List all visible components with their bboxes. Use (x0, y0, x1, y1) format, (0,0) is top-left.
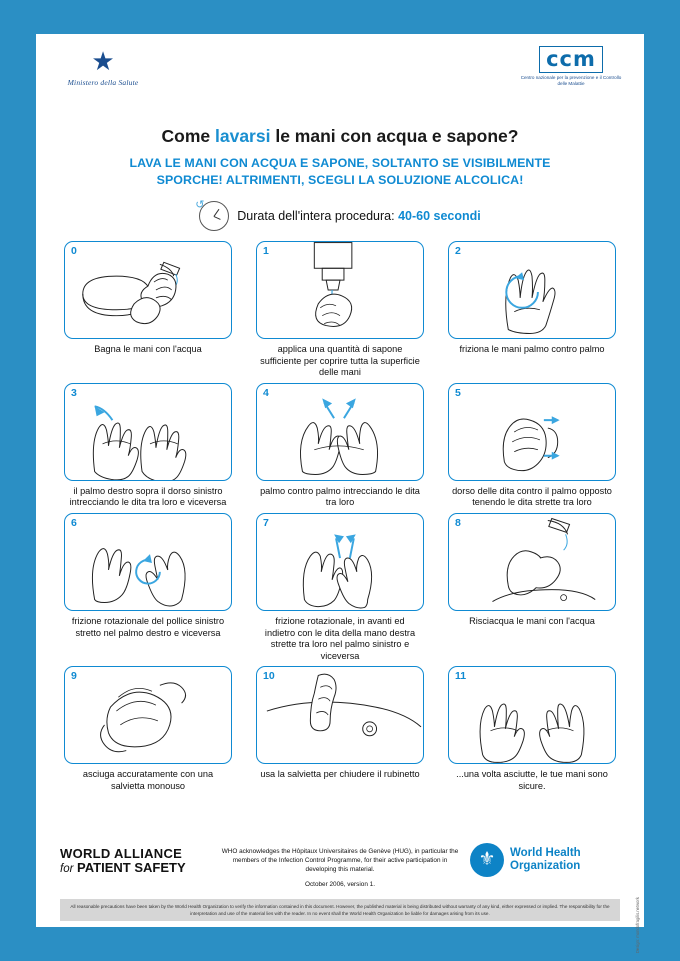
acknowledgement-text: WHO acknowledges the Hôpitaux Universitaires de Genève (HUG), in particular the members of the Infection Control Programme, for their active participation in developing this material. (221, 848, 459, 873)
illustration-apply-soap (257, 242, 423, 338)
who-name (510, 847, 581, 873)
disclaimer-text: All reasonable precautions have been taken by the World Health Organization to verify the information contained in this document. However, the published material is being distributed without warranty of any kind, either expressed or implied. The responsibility for the interpretation and use of the material lies with the reader. In no event shall the World Health Organization be liable for damages arising from its use. (60, 899, 620, 921)
step-caption-6: frizione rotazionale del pollice sinistro stretto nel palmo destro e viceversa (71, 615, 225, 638)
step-cell-5 (448, 383, 616, 509)
step-number-6: 6 (71, 516, 77, 529)
step-cell-3 (64, 383, 232, 509)
patient-safety-label: PATIENT SAFETY (77, 860, 186, 875)
illustration-rotational-rubbing-fingertips (257, 514, 423, 610)
steps-row (64, 513, 616, 662)
subtitle-line-1: LAVA LE MANI CON ACQUA E SAPONE, SOLTANTO SE VISIBILMENTE (129, 156, 551, 170)
who-name-line-1: World Health (510, 847, 581, 859)
poster (36, 34, 644, 954)
steps-row (64, 241, 616, 379)
step-panel-10 (256, 666, 424, 764)
illustration-rotational-rubbing-thumb (65, 514, 231, 610)
steps-row (64, 383, 616, 509)
step-caption-10: usa la salvietta per chiudere il rubinetto (260, 769, 420, 780)
step-panel-4 (256, 383, 424, 481)
step-number-5: 5 (455, 386, 461, 399)
step-caption-2: friziona le mani palmo contro palmo (459, 344, 605, 354)
step-cell-10 (256, 666, 424, 792)
step-panel-3 (64, 383, 232, 481)
step-cell-2 (448, 241, 616, 379)
step-number-2: 2 (455, 245, 461, 257)
world-alliance-for: for (60, 863, 74, 875)
step-caption-4: palmo contro palmo intrecciando le dita tra loro (260, 485, 420, 508)
duration-row (36, 201, 644, 231)
step-cell-11 (448, 666, 616, 792)
step-panel-7 (256, 513, 424, 611)
version-date: October 2006, version 1. (305, 881, 375, 888)
world-alliance-line-2 (60, 861, 210, 876)
step-number-8: 8 (455, 516, 461, 529)
rotation-arrow-icon: ↺ (195, 199, 205, 211)
step-caption-7: frizione rotazionale, in avanti ed indietro con le dita della mano destra strette tra loro nel palmo sinistro e viceversa (264, 615, 416, 661)
steps-row (64, 666, 616, 792)
duration-text (237, 209, 481, 223)
step-panel-5 (448, 383, 616, 481)
step-panel-11 (448, 666, 616, 764)
step-panel-6 (64, 513, 232, 611)
step-caption-11: ...una volta asciutte, le tue mani sono sicure. (456, 769, 608, 791)
title-post: le mani con acqua e sapone? (270, 126, 519, 146)
title-highlight: lavarsi (215, 126, 271, 146)
ccm-subtitle: Centro nazionale per la prevenzione e il Controllo delle Malattie (520, 75, 622, 86)
step-caption-8: Risciacqua le mani con l'acqua (469, 615, 595, 626)
acknowledgement-block (220, 841, 460, 889)
step-caption-0: Bagna le mani con l'acqua (94, 344, 202, 354)
step-number-7: 7 (263, 516, 269, 529)
step-cell-0 (64, 241, 232, 379)
step-cell-6 (64, 513, 232, 662)
step-number-0: 0 (71, 245, 77, 257)
step-caption-3: il palmo destro sopra il dorso sinistro intrecciando le dita tra loro e viceversa (69, 485, 227, 508)
steps-grid (64, 241, 616, 793)
step-panel-8 (448, 513, 616, 611)
who-emblem-icon: ⚜ (470, 843, 504, 877)
illustration-close-tap-with-towel (257, 667, 423, 763)
step-number-4: 4 (263, 386, 269, 399)
step-number-11: 11 (455, 670, 467, 683)
title-pre: Come (161, 126, 215, 146)
who-logo (470, 841, 620, 877)
who-name-line-2: Organization (510, 860, 581, 872)
step-number-9: 9 (71, 670, 77, 683)
ministry-logo (58, 48, 148, 87)
world-alliance-logo (60, 841, 210, 876)
illustration-palm-to-palm-fingers-interlaced (257, 384, 423, 480)
step-panel-1 (256, 241, 424, 339)
step-number-10: 10 (263, 670, 275, 683)
ccm-logo (516, 46, 626, 87)
clock-icon (195, 199, 229, 231)
step-panel-0 (64, 241, 232, 339)
subtitle (36, 155, 644, 189)
illustration-dry-with-towel (65, 667, 231, 763)
step-panel-9 (64, 666, 232, 764)
poster-footer (36, 835, 644, 954)
world-alliance-line-1: WORLD ALLIANCE (60, 846, 183, 861)
duration-label: Durata dell'intera procedura: (237, 209, 399, 223)
step-caption-9: asciuga accuratamente con una salvietta monouso (82, 769, 214, 791)
step-cell-1 (256, 241, 424, 379)
illustration-rinse-hands (449, 514, 615, 610)
step-cell-8 (448, 513, 616, 662)
illustration-wet-hands (65, 242, 231, 338)
step-caption-5: dorso delle dita contro il palmo opposto tenendo le dita strette tra loro (452, 485, 612, 508)
ministry-label: Ministero della Salute (67, 78, 139, 87)
ccm-wordmark: ccm (546, 47, 596, 71)
illustration-palm-to-palm (449, 242, 615, 338)
step-number-1: 1 (263, 245, 269, 257)
poster-header (36, 34, 644, 104)
step-number-3: 3 (71, 386, 77, 399)
illustration-hands-are-safe (449, 667, 615, 763)
subtitle-line-2: SPORCHE! ALTRIMENTI, SCEGLI LA SOLUZIONE ALCOLICA! (156, 173, 524, 187)
step-cell-9 (64, 666, 232, 792)
step-cell-7 (256, 513, 424, 662)
illustration-backs-of-fingers (449, 384, 615, 480)
step-caption-1: applica una quantità di sapone sufficiente per coprire tutta la superficie delle mani (260, 344, 420, 378)
step-panel-2 (448, 241, 616, 339)
duration-value: 40-60 secondi (398, 209, 481, 223)
page-title (36, 104, 644, 147)
step-cell-4 (256, 383, 424, 509)
italian-republic-crest-icon: ★ (91, 46, 115, 76)
design-credit: Design: mondofragilis.network (635, 897, 640, 954)
illustration-right-palm-over-left-dorsum (65, 384, 231, 480)
